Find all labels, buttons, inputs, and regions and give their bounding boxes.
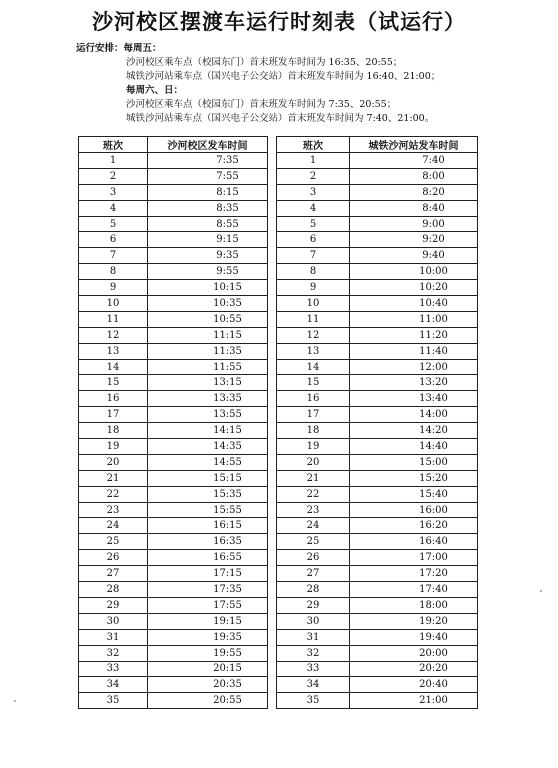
- trip-number-cell: 21: [277, 470, 350, 486]
- departure-time-cell: 13:55: [148, 407, 268, 423]
- trip-number-cell: 10: [277, 296, 350, 312]
- table-row: [79, 327, 268, 343]
- departure-time-cell: 14:00: [350, 407, 478, 423]
- trip-number-cell: 33: [79, 661, 148, 677]
- table-row: [277, 454, 478, 470]
- trip-number-cell: 7: [277, 248, 350, 264]
- departure-time-cell: 10:55: [148, 311, 268, 327]
- table-row: [79, 184, 268, 200]
- table-row: [79, 597, 268, 613]
- trip-number-cell: 32: [79, 645, 148, 661]
- table-row: [277, 693, 478, 709]
- table-row: [79, 439, 268, 455]
- departure-time-cell: 11:35: [148, 343, 268, 359]
- departure-time-cell: 20:40: [350, 677, 478, 693]
- table-row: [277, 216, 478, 232]
- table-row: [79, 693, 268, 709]
- trip-number-cell: 27: [277, 566, 350, 582]
- trip-number-cell: 1: [277, 153, 350, 169]
- departure-time-cell: 9:15: [148, 232, 268, 248]
- departure-time-cell: 17:35: [148, 582, 268, 598]
- table-row: [79, 470, 268, 486]
- trip-number-cell: 7: [79, 248, 148, 264]
- departure-time-cell: 20:35: [148, 677, 268, 693]
- departure-time-cell: 16:15: [148, 518, 268, 534]
- table-row: [79, 677, 268, 693]
- trip-number-cell: 3: [277, 184, 350, 200]
- weekday-line: 沙河校区乘车点（校园东门）首末班发车时间为 16:35、20:55；: [126, 57, 403, 68]
- departure-time-cell: 9:00: [350, 216, 478, 232]
- campus-departure-table: [78, 136, 268, 709]
- table-row: [79, 661, 268, 677]
- departure-time-cell: 10:20: [350, 280, 478, 296]
- departure-time-cell: 20:15: [148, 661, 268, 677]
- departure-time-cell: 16:35: [148, 534, 268, 550]
- departure-time-cell: 16:40: [350, 534, 478, 550]
- trip-number-cell: 1: [79, 153, 148, 169]
- table-row: [277, 375, 478, 391]
- departure-time-cell: 9:40: [350, 248, 478, 264]
- departure-time-cell: 16:00: [350, 502, 478, 518]
- trip-number-cell: 20: [277, 454, 350, 470]
- departure-time-cell: 17:20: [350, 566, 478, 582]
- table-row: [277, 534, 478, 550]
- table-row: [79, 518, 268, 534]
- departure-time-cell: 11:20: [350, 327, 478, 343]
- departure-time-cell: 20:00: [350, 645, 478, 661]
- trip-number-cell: 13: [79, 343, 148, 359]
- table-row: [277, 327, 478, 343]
- table-row: [277, 296, 478, 312]
- table-row: [277, 582, 478, 598]
- trip-number-cell: 24: [277, 518, 350, 534]
- trip-number-cell: 9: [277, 280, 350, 296]
- trip-number-cell: 31: [79, 629, 148, 645]
- trip-number-cell: 22: [277, 486, 350, 502]
- trip-number-cell: 3: [79, 184, 148, 200]
- departure-time-cell: 13:15: [148, 375, 268, 391]
- table-row: [79, 216, 268, 232]
- column-header-station-time: 城铁沙河站发车时间: [350, 137, 478, 153]
- departure-time-cell: 15:20: [350, 470, 478, 486]
- trip-number-cell: 15: [277, 375, 350, 391]
- trip-number-cell: 35: [79, 693, 148, 709]
- trip-number-cell: 19: [277, 439, 350, 455]
- trip-number-cell: 10: [79, 296, 148, 312]
- trip-number-cell: 24: [79, 518, 148, 534]
- trip-number-cell: 30: [277, 613, 350, 629]
- table-row: [79, 582, 268, 598]
- trip-number-cell: 11: [79, 311, 148, 327]
- departure-time-cell: 18:00: [350, 597, 478, 613]
- departure-time-cell: 17:15: [148, 566, 268, 582]
- table-row: [79, 375, 268, 391]
- trip-number-cell: 29: [79, 597, 148, 613]
- departure-time-cell: 19:55: [148, 645, 268, 661]
- table-row: [277, 423, 478, 439]
- table-row: [277, 613, 478, 629]
- departure-time-cell: 13:20: [350, 375, 478, 391]
- trip-number-cell: 29: [277, 597, 350, 613]
- trip-number-cell: 12: [277, 327, 350, 343]
- departure-time-cell: 19:15: [148, 613, 268, 629]
- table-row: [79, 296, 268, 312]
- table-row: [79, 168, 268, 184]
- trip-number-cell: 6: [277, 232, 350, 248]
- departure-time-cell: 10:35: [148, 296, 268, 312]
- trip-number-cell: 13: [277, 343, 350, 359]
- departure-time-cell: 10:15: [148, 280, 268, 296]
- table-row: [79, 550, 268, 566]
- table-row: [79, 407, 268, 423]
- table-row: [277, 566, 478, 582]
- departure-time-cell: 19:40: [350, 629, 478, 645]
- departure-time-cell: 15:55: [148, 502, 268, 518]
- table-row: [79, 454, 268, 470]
- column-header-trip: 班次: [277, 137, 350, 153]
- trip-number-cell: 11: [277, 311, 350, 327]
- scan-speck: [14, 700, 16, 702]
- departure-time-cell: 8:15: [148, 184, 268, 200]
- table-row: [277, 343, 478, 359]
- departure-time-cell: 21:00: [350, 693, 478, 709]
- departure-time-cell: 9:55: [148, 264, 268, 280]
- trip-number-cell: 21: [79, 470, 148, 486]
- trip-number-cell: 2: [79, 168, 148, 184]
- table-row: [79, 502, 268, 518]
- departure-time-cell: 14:15: [148, 423, 268, 439]
- departure-time-cell: 16:20: [350, 518, 478, 534]
- table-row: [277, 486, 478, 502]
- table-row: [79, 232, 268, 248]
- trip-number-cell: 12: [79, 327, 148, 343]
- departure-time-cell: 7:55: [148, 168, 268, 184]
- trip-number-cell: 31: [277, 629, 350, 645]
- departure-time-cell: 9:20: [350, 232, 478, 248]
- table-row: [79, 248, 268, 264]
- weekday-label: 每周五：: [123, 43, 162, 54]
- trip-number-cell: 34: [79, 677, 148, 693]
- trip-number-cell: 9: [79, 280, 148, 296]
- weekday-line: 城铁沙河站乘车点（国兴电子公交站）首末班发车时间为 16:40、21:00；: [126, 71, 441, 82]
- departure-time-cell: 11:40: [350, 343, 478, 359]
- trip-number-cell: 14: [277, 359, 350, 375]
- table-row: [79, 153, 268, 169]
- table-row: [79, 280, 268, 296]
- table-header-row: [277, 137, 478, 153]
- table-row: [277, 597, 478, 613]
- table-row: [277, 184, 478, 200]
- table-row: [79, 264, 268, 280]
- trip-number-cell: 8: [79, 264, 148, 280]
- table-row: [277, 518, 478, 534]
- table-row: [79, 486, 268, 502]
- trip-number-cell: 27: [79, 566, 148, 582]
- departure-time-cell: 14:40: [350, 439, 478, 455]
- scan-speck: [540, 590, 542, 592]
- departure-time-cell: 9:35: [148, 248, 268, 264]
- trip-number-cell: 32: [277, 645, 350, 661]
- trip-number-cell: 25: [277, 534, 350, 550]
- trip-number-cell: 23: [79, 502, 148, 518]
- table-row: [277, 550, 478, 566]
- table-row: [277, 407, 478, 423]
- departure-time-cell: 14:20: [350, 423, 478, 439]
- departure-time-cell: 17:55: [148, 597, 268, 613]
- trip-number-cell: 5: [79, 216, 148, 232]
- table-row: [277, 629, 478, 645]
- departure-time-cell: 8:20: [350, 184, 478, 200]
- trip-number-cell: 20: [79, 454, 148, 470]
- table-row: [277, 168, 478, 184]
- departure-time-cell: 17:40: [350, 582, 478, 598]
- schedule-label: 运行安排：: [76, 43, 124, 54]
- trip-number-cell: 25: [79, 534, 148, 550]
- departure-time-cell: 17:00: [350, 550, 478, 566]
- weekend-label: 每周六、日：: [126, 85, 184, 96]
- departure-time-cell: 13:35: [148, 391, 268, 407]
- trip-number-cell: 23: [277, 502, 350, 518]
- departure-time-cell: 15:15: [148, 470, 268, 486]
- table-row: [277, 470, 478, 486]
- trip-number-cell: 15: [79, 375, 148, 391]
- trip-number-cell: 6: [79, 232, 148, 248]
- table-row: [79, 645, 268, 661]
- table-row: [277, 232, 478, 248]
- departure-time-cell: 15:00: [350, 454, 478, 470]
- table-row: [277, 264, 478, 280]
- table-row: [277, 200, 478, 216]
- table-row: [79, 423, 268, 439]
- table-row: [277, 645, 478, 661]
- trip-number-cell: 30: [79, 613, 148, 629]
- trip-number-cell: 18: [277, 423, 350, 439]
- departure-time-cell: 15:35: [148, 486, 268, 502]
- trip-number-cell: 22: [79, 486, 148, 502]
- trip-number-cell: 17: [277, 407, 350, 423]
- trip-number-cell: 14: [79, 359, 148, 375]
- trip-number-cell: 4: [277, 200, 350, 216]
- weekend-line: 城铁沙河站乘车点（国兴电子公交站）首末班发车时间为 7:40、21:00。: [126, 113, 435, 124]
- table-row: [79, 200, 268, 216]
- trip-number-cell: 4: [79, 200, 148, 216]
- station-departure-table: [276, 136, 478, 709]
- departure-time-cell: 7:40: [350, 153, 478, 169]
- trip-number-cell: 16: [277, 391, 350, 407]
- table-row: [79, 311, 268, 327]
- departure-time-cell: 13:40: [350, 391, 478, 407]
- trip-number-cell: 17: [79, 407, 148, 423]
- trip-number-cell: 34: [277, 677, 350, 693]
- table-row: [79, 359, 268, 375]
- table-row: [79, 391, 268, 407]
- departure-time-cell: 14:35: [148, 439, 268, 455]
- departure-time-cell: 10:00: [350, 264, 478, 280]
- departure-time-cell: 8:55: [148, 216, 268, 232]
- table-row: [277, 502, 478, 518]
- table-header-row: [79, 137, 268, 153]
- trip-number-cell: 18: [79, 423, 148, 439]
- table-row: [277, 153, 478, 169]
- departure-time-cell: 20:20: [350, 661, 478, 677]
- weekend-line: 沙河校区乘车点（校园东门）首末班发车时间为 7:35、20:55；: [126, 99, 397, 110]
- table-row: [277, 391, 478, 407]
- table-row: [79, 566, 268, 582]
- table-row: [79, 343, 268, 359]
- departure-time-cell: 8:35: [148, 200, 268, 216]
- trip-number-cell: 19: [79, 439, 148, 455]
- table-row: [79, 613, 268, 629]
- trip-number-cell: 8: [277, 264, 350, 280]
- departure-time-cell: 11:15: [148, 327, 268, 343]
- table-row: [277, 280, 478, 296]
- trip-number-cell: 26: [277, 550, 350, 566]
- departure-time-cell: 20:55: [148, 693, 268, 709]
- column-header-trip: 班次: [79, 137, 148, 153]
- departure-time-cell: 8:00: [350, 168, 478, 184]
- trip-number-cell: 5: [277, 216, 350, 232]
- table-row: [277, 359, 478, 375]
- trip-number-cell: 28: [277, 582, 350, 598]
- table-row: [277, 248, 478, 264]
- departure-time-cell: 19:35: [148, 629, 268, 645]
- departure-time-cell: 19:20: [350, 613, 478, 629]
- table-row: [277, 677, 478, 693]
- table-row: [79, 534, 268, 550]
- departure-time-cell: 15:40: [350, 486, 478, 502]
- departure-time-cell: 16:55: [148, 550, 268, 566]
- trip-number-cell: 33: [277, 661, 350, 677]
- departure-time-cell: 14:55: [148, 454, 268, 470]
- trip-number-cell: 28: [79, 582, 148, 598]
- trip-number-cell: 35: [277, 693, 350, 709]
- trip-number-cell: 26: [79, 550, 148, 566]
- trip-number-cell: 2: [277, 168, 350, 184]
- table-row: [277, 661, 478, 677]
- table-row: [79, 629, 268, 645]
- departure-time-cell: 10:40: [350, 296, 478, 312]
- table-row: [277, 439, 478, 455]
- table-row: [277, 311, 478, 327]
- departure-time-cell: 8:40: [350, 200, 478, 216]
- page-title: 沙河校区摆渡车运行时刻表（试运行）: [92, 9, 466, 34]
- departure-time-cell: 12:00: [350, 359, 478, 375]
- column-header-campus-time: 沙河校区发车时间: [148, 137, 268, 153]
- departure-time-cell: 11:00: [350, 311, 478, 327]
- schedule-info: [76, 42, 536, 126]
- departure-time-cell: 7:35: [148, 153, 268, 169]
- trip-number-cell: 16: [79, 391, 148, 407]
- departure-time-cell: 11:55: [148, 359, 268, 375]
